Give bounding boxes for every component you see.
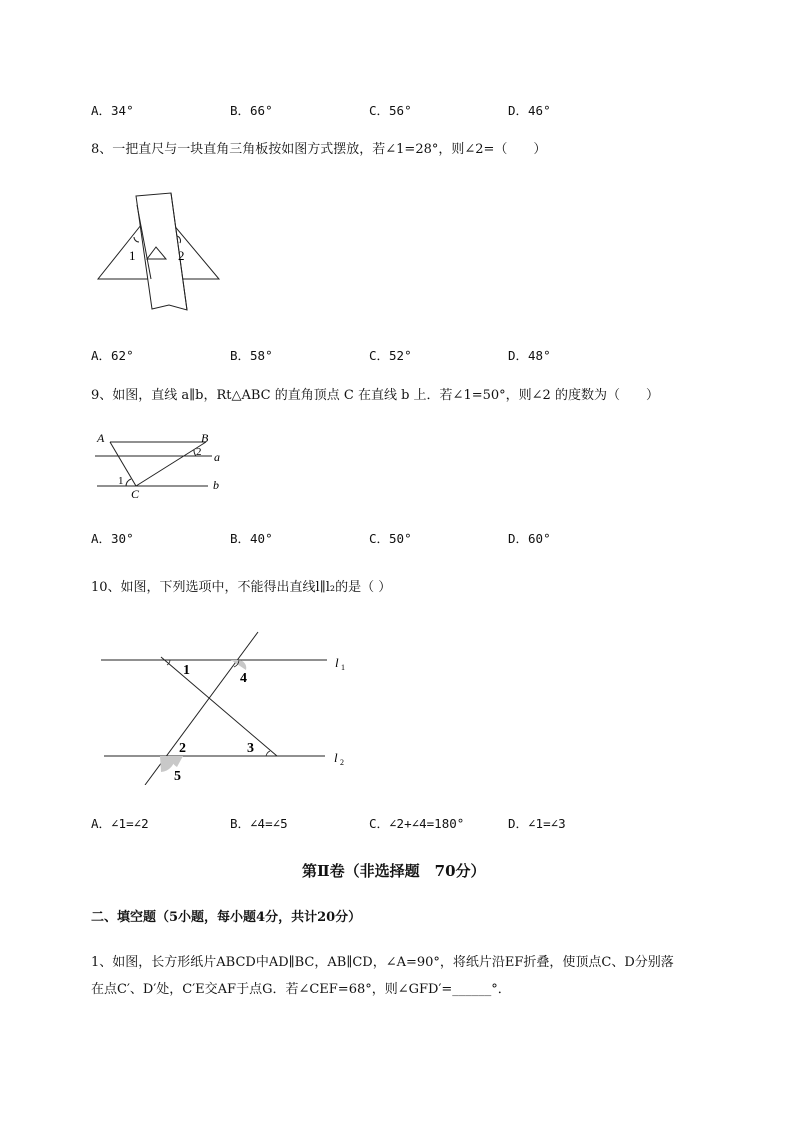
- q9-figure: [90, 428, 230, 500]
- q8-option-d: D．48°: [508, 348, 551, 363]
- q9-label-a: a: [214, 450, 220, 464]
- q10-label-1: 1: [183, 663, 190, 678]
- q8-label-2: 2: [178, 248, 185, 263]
- q8-option-a: A．62°: [91, 348, 134, 363]
- q10-figure: [95, 625, 355, 785]
- q10-label-l1-sub: 1: [341, 663, 345, 672]
- part2-title: 第Ⅱ卷（非选择题 70分）: [302, 862, 486, 880]
- q7-option-c: C．56°: [369, 103, 412, 118]
- q9-label-1: 1: [118, 475, 124, 487]
- fill-q1-line1: 1、如图，长方形纸片ABCD中AD∥BC，AB∥CD，∠A=90°，将纸片沿EF折叠，使顶点C、D分别落: [91, 955, 674, 970]
- q8-stem: 8、一把直尺与一块直角三角板按如图方式摆放，若∠1=28°，则∠2=（ ）: [91, 142, 547, 157]
- q10-label-5: 5: [174, 769, 181, 784]
- q10-label-2: 2: [179, 741, 186, 756]
- fill-q1-line2: 在点C′、D′处，C′E交AF于点G．若∠CEF=68°，则∠GFD′=______°．: [91, 982, 511, 997]
- q9-label-B: B: [201, 431, 209, 445]
- q10-label-l2: l: [334, 750, 338, 765]
- q8-figure: [95, 190, 225, 315]
- q7-option-b: B．66°: [230, 103, 273, 118]
- q9-label-C: C: [131, 487, 140, 500]
- q10-label-l1: l: [335, 655, 339, 670]
- q10-option-c: C．∠2+∠4=180°: [369, 816, 465, 831]
- q8-option-c: C．52°: [369, 348, 412, 363]
- q10-label-l2-sub: 2: [340, 758, 344, 767]
- q9-option-c: C．50°: [369, 531, 412, 546]
- q9-stem: 9、如图，直线 a∥b，Rt△ABC 的直角顶点 C 在直线 b 上．若∠1=50°，则∠2 的度数为（ ）: [91, 388, 659, 403]
- q10-label-4: 4: [240, 671, 247, 686]
- q10-option-d: D．∠1=∠3: [508, 816, 566, 831]
- q7-option-d: D．46°: [508, 103, 551, 118]
- q9-option-d: D．60°: [508, 531, 551, 546]
- q10-stem: 10、如图，下列选项中，不能得出直线l∥l₂的是（ ）: [91, 580, 392, 595]
- q10-option-a: A．∠1=∠2: [91, 816, 149, 831]
- q10-label-3: 3: [247, 741, 254, 756]
- q9-label-A: A: [97, 431, 105, 445]
- q9-label-b: b: [213, 478, 219, 492]
- q10-option-b: B．∠4=∠5: [230, 816, 288, 831]
- q8-option-b: B．58°: [230, 348, 273, 363]
- q9-option-b: B．40°: [230, 531, 273, 546]
- section-heading: 二、填空题（5小题，每小题4分，共计20分）: [91, 910, 362, 925]
- q9-option-a: A．30°: [91, 531, 134, 546]
- q7-option-a: A．34°: [91, 103, 134, 118]
- q8-label-1: 1: [129, 248, 136, 263]
- q9-label-2: 2: [196, 446, 202, 458]
